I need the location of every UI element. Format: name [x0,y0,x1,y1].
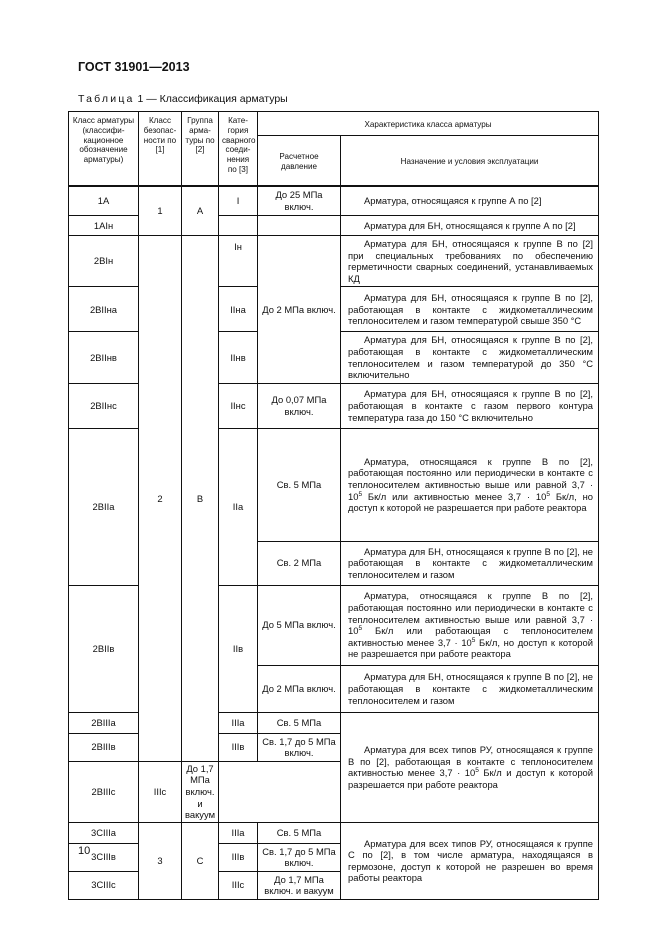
header-weld-category: Кате-гория сварного соеди-нения по [3] [219,112,258,186]
purpose-cell: Арматура, относящаяся к группе В по [2], работающая постоянно или периодически в контакте с теплоносителем активностью выше или равной $3,7 \cdot 10^5$ Бк/л или работающая с теплоносителем активностью менее $3,7 \cdot 10^5$ Бк/л, но доступ к которой не разрешается при работе реактора [341,585,599,665]
class-cell: 2ВIIнс [69,383,139,428]
safety-cell: 1 [139,186,182,236]
purpose-cell: Арматура для БН, относящаяся к группе В по [2] при специальных требованиях по обеспечению герметичности сварных соединений, устанавливаемых КД [341,236,599,287]
purpose-cell: Арматура, относящаяся к группе А по [2] [341,186,599,216]
category-cell: IIв [219,585,258,712]
pressure-cell: Св. 2 МПа [258,541,341,585]
class-cell: 2ВIIIв [69,733,139,761]
header-pressure: Расчетное давление [258,136,341,186]
page-number: 10 [78,845,91,857]
pressure-cell: Св. 1,7 до 5 МПа включ. [258,843,341,871]
pressure-cell: До 5 МПа включ. [258,585,341,665]
header-characteristic: Характеристика класса арматуры [258,112,599,136]
category-cell: IIIв [219,843,258,871]
category-cell: IIнс [219,383,258,428]
category-cell: IIIа [219,712,258,733]
purpose-cell: Арматура для БН, относящаяся к группе В по [2], работающая в контакте с газом первого контура температура газа до 150 °С включительно [341,383,599,428]
safety-cell: 2 [139,236,182,762]
pressure-cell [258,216,341,236]
pressure-cell: Св. 1,7 до 5 МПа включ. [258,733,341,761]
category-cell: IIIа [219,822,258,843]
category-cell: I [219,186,258,216]
pressure-cell: Св. 5 МПа [258,712,341,733]
pressure-cell: До 1,7 МПа включ. и вакуум [258,871,341,899]
category-cell: IIIв [219,733,258,761]
table-row [69,186,599,216]
category-cell: Iн [219,236,258,287]
class-cell: 3СIIIс [69,871,139,899]
table-row [69,822,599,843]
category-cell: IIнв [219,332,258,383]
class-cell: 2ВIIIа [69,712,139,733]
pressure-cell: До 25 МПа включ. [258,186,341,216]
class-cell: 2ВIIна [69,287,139,332]
category-cell: IIна [219,287,258,332]
purpose-cell: Арматура для БН, относящаяся к группе В по [2], не работающая в контакте с жидкометаллическим теплоносителем и газом [341,665,599,712]
header-purpose: Назначение и условия эксплуатации [341,136,599,186]
safety-cell: 3 [139,822,182,899]
purpose-cell: Арматура для всех типов РУ, относящаяся к группе С по [2], в том числе арматура, находящаяся в гермозоне, доступ к которой не разрешен во время работы реактора [341,822,599,899]
caption-text: 1 — Классификация арматуры [137,93,288,105]
group-cell: С [182,822,219,899]
purpose-cell: Арматура для БН, относящаяся к группе В по [2], не работающая в контакте с жидкометаллическим теплоносителем и газом [341,541,599,585]
purpose-cell: Арматура для БН, относящаяся к группе В по [2], работающая в контакте с жидкометаллическим теплоносителем и газом температурой до 350 °С включительно [341,332,599,383]
category-cell: IIIс [219,871,258,899]
pressure-cell: До 0,07 МПа включ. [258,383,341,428]
table-caption [78,93,288,105]
class-cell: 2ВIIв [69,585,139,712]
group-cell: А [182,186,219,236]
purpose-cell: Арматура для БН, относящаяся к группе В по [2], работающая в контакте с жидкометаллическим теплоносителем и газом температурой свыше 350 °С [341,287,599,332]
class-cell: 1А [69,186,139,216]
pressure-cell: Св. 5 МПа [258,822,341,843]
category-cell: IIIс [139,761,182,822]
class-cell: 3СIIIа [69,822,139,843]
pressure-cell: До 2 МПа включ. [258,665,341,712]
document-header: ГОСТ 31901—2013 [78,60,190,74]
class-cell: 3СIIIв [69,843,139,871]
purpose-cell: Арматура для БН, относящаяся к группе А по [2] [341,216,599,236]
purpose-cell: Арматура для всех типов РУ, относящаяся к группе В по [2], работающая в контакте с теплоносителем активностью менее $3,7 \cdot 10^5$ Бк/л и доступ к которой разрешается при работе реактора [341,712,599,822]
class-cell: 2ВIн [69,236,139,287]
class-cell: 2ВIIа [69,428,139,585]
class-cell: 1АIн [69,216,139,236]
caption-prefix: Таблица [78,93,135,105]
category-cell [219,216,258,236]
group-cell: В [182,236,219,762]
header-class: Класс арматуры (классифи-кационное обозначение арматуры) [69,112,139,186]
class-cell: 2ВIIIс [69,761,139,822]
classification-table [68,111,599,900]
header-group: Группа арма-туры по [2] [182,112,219,186]
category-cell: IIа [219,428,258,585]
pressure-cell: До 2 МПа включ. [258,236,341,384]
class-cell: 2ВIIнв [69,332,139,383]
header-safety-class: Класс безопас-ности по [1] [139,112,182,186]
table-row [69,236,599,287]
pressure-cell: Св. 5 МПа [258,428,341,541]
pressure-cell: До 1,7 МПа включ. и вакуум [182,761,219,822]
purpose-cell: Арматура, относящаяся к группе В по [2], работающая постоянно или периодически в контакте с теплоносителем активностью выше или равной $3,7 \cdot 10^5$ Бк/л или активностью менее $3,7 \cdot 10^5$ Бк/л, но доступ к которой не разрешается при работе реактора [341,428,599,541]
